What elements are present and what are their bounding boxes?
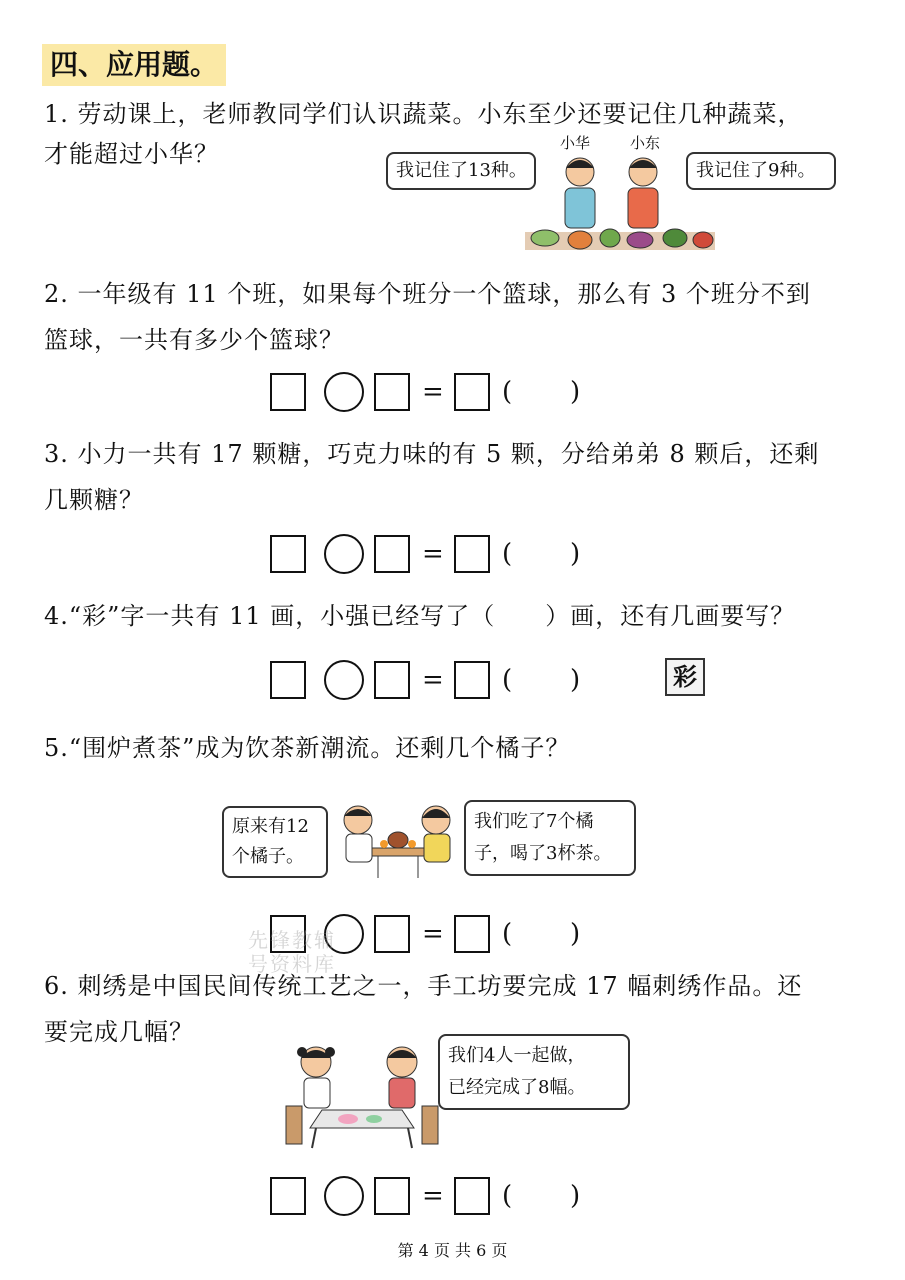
q4-paren-close: ) xyxy=(570,665,581,695)
q6-text-line2: 要完成几幅？ xyxy=(44,1018,194,1046)
q6-paren-open: ( xyxy=(502,1181,513,1211)
q1-bubble-xiaodong: 我记住了9种。 xyxy=(686,152,836,190)
q4-equals-sign: = xyxy=(422,665,444,695)
q2-text-line1: 2. 一年级有 11 个班，如果每个班分一个篮球，那么有 3 个班分不到 xyxy=(44,280,811,308)
q2-answer-box-1[interactable] xyxy=(270,373,306,411)
q1-illustration xyxy=(525,150,715,255)
q2-answer-box-2[interactable] xyxy=(374,373,410,411)
q5-illustration xyxy=(332,798,462,880)
q2-equation xyxy=(270,372,610,414)
q3-answer-box-result[interactable] xyxy=(454,535,490,573)
q5-answer-box-result[interactable] xyxy=(454,915,490,953)
q3-text-line1: 3. 小力一共有 17 颗糖，巧克力味的有 5 颗，分给弟弟 8 颗后，还剩 xyxy=(44,440,820,468)
q5-bubble-right-line2: 子，喝了3杯茶。 xyxy=(474,843,612,864)
q6-illustration xyxy=(282,1040,442,1150)
q2-operator-circle[interactable] xyxy=(324,372,364,412)
watermark-line1: 先锋教辅 xyxy=(248,928,336,952)
q6-bubble-line2: 已经完成了8幅。 xyxy=(448,1077,586,1098)
q4-answer-box-result[interactable] xyxy=(454,661,490,699)
q1-name-xiaodong: 小东 xyxy=(630,134,661,152)
q4-answer-box-1[interactable] xyxy=(270,661,306,699)
q4-answer-box-2[interactable] xyxy=(374,661,410,699)
q3-operator-circle[interactable] xyxy=(324,534,364,574)
q2-paren-open: ( xyxy=(502,377,513,407)
q6-paren-close: ) xyxy=(570,1181,581,1211)
q3-answer-box-1[interactable] xyxy=(270,535,306,573)
q5-paren-open: ( xyxy=(502,919,513,949)
q6-operator-circle[interactable] xyxy=(324,1176,364,1216)
q1-text-line2: 才能超过小华？ xyxy=(44,140,219,168)
q3-text-line2: 几颗糖？ xyxy=(44,486,144,514)
q1-bubble-xiaohua: 我记住了13种。 xyxy=(386,152,536,190)
q6-answer-box-result[interactable] xyxy=(454,1177,490,1215)
q5-bubble-left-line2: 个橘子。 xyxy=(232,846,304,867)
q3-paren-open: ( xyxy=(502,539,513,569)
q3-equation xyxy=(270,534,610,576)
q1-text-line1: 1. 劳动课上，老师教同学们认识蔬菜。小东至少还要记住几种蔬菜， xyxy=(44,100,803,128)
q4-text-line1: 4.“彩”字一共有 11 画，小强已经写了（ ）画，还有几画要写？ xyxy=(44,602,796,630)
page-footer: 第 4 页 共 6 页 xyxy=(397,1241,508,1260)
q4-equation xyxy=(270,660,610,702)
q2-answer-box-result[interactable] xyxy=(454,373,490,411)
q5-bubble-right xyxy=(464,800,636,876)
q4-operator-circle[interactable] xyxy=(324,660,364,700)
section-title: 四、应用题。 xyxy=(42,44,226,86)
q3-answer-box-2[interactable] xyxy=(374,535,410,573)
q4-character-box: 彩 xyxy=(665,658,705,696)
q5-bubble-right-line1: 我们吃了7个橘 xyxy=(474,811,594,832)
q6-equals-sign: = xyxy=(422,1181,444,1211)
q1-name-xiaohua: 小华 xyxy=(560,134,591,152)
q5-answer-box-2[interactable] xyxy=(374,915,410,953)
q6-text-line1: 6. 刺绣是中国民间传统工艺之一，手工坊要完成 17 幅刺绣作品。还 xyxy=(44,972,803,1000)
q2-paren-close: ) xyxy=(570,377,581,407)
q6-bubble xyxy=(438,1034,630,1110)
q5-text-line1: 5.“围炉煮茶”成为饮茶新潮流。还剩几个橘子？ xyxy=(44,734,571,762)
q2-text-line2: 篮球，一共有多少个篮球？ xyxy=(44,326,344,354)
q5-equals-sign: = xyxy=(422,919,444,949)
q3-paren-close: ) xyxy=(570,539,581,569)
watermark-line2: 号资料库 xyxy=(248,952,336,976)
q3-equals-sign: = xyxy=(422,539,444,569)
q6-equation xyxy=(270,1176,610,1218)
q6-answer-box-2[interactable] xyxy=(374,1177,410,1215)
q5-bubble-left xyxy=(222,806,328,878)
q6-bubble-line1: 我们4人一起做， xyxy=(448,1045,586,1066)
q2-equals-sign: = xyxy=(422,377,444,407)
q4-paren-open: ( xyxy=(502,665,513,695)
q5-paren-close: ) xyxy=(570,919,581,949)
q5-bubble-left-line1: 原来有12 xyxy=(232,816,309,837)
q6-answer-box-1[interactable] xyxy=(270,1177,306,1215)
